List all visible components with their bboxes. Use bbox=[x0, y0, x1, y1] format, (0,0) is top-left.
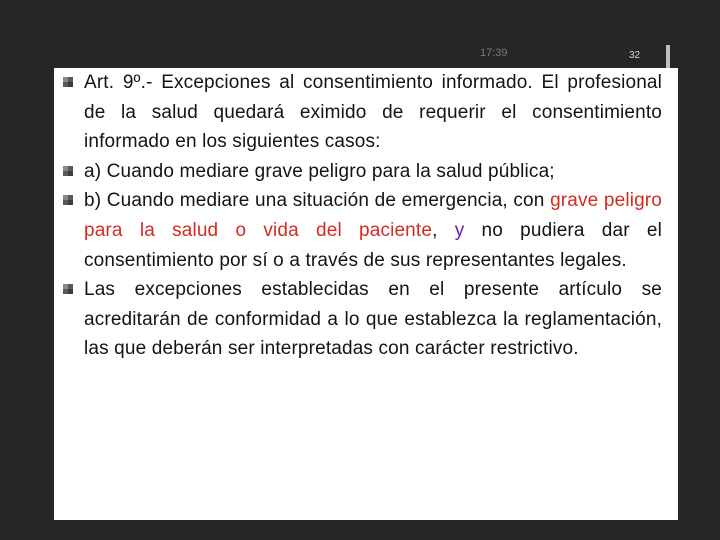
square-bullet-icon bbox=[63, 77, 73, 87]
bullet-item-case-b bbox=[62, 186, 662, 275]
comma-text: , bbox=[432, 219, 438, 241]
bullet-text-end: no pudiera dar el consentimiento por sí o a través de sus representantes legales. bbox=[84, 219, 662, 271]
bullet-list bbox=[62, 68, 662, 364]
bullet-text: a) Cuando mediare grave peligro para la salud pública; bbox=[84, 160, 555, 182]
square-bullet-icon bbox=[63, 195, 73, 205]
bullet-text-start: b) Cuando mediare una situación de emergencia, con bbox=[84, 190, 551, 212]
conjunction-text: y bbox=[454, 219, 465, 241]
square-bullet-icon bbox=[63, 284, 73, 294]
accent-bar bbox=[666, 45, 670, 69]
page-number: 32 bbox=[629, 50, 641, 61]
slide-header bbox=[0, 0, 720, 68]
bullet-text: Las excepciones establecidas en el presente artículo se acreditarán de conformidad a lo que establezca la reglamentación, las que deberán ser interpretadas con carácter restrictivo. bbox=[84, 279, 662, 360]
content-panel bbox=[54, 68, 678, 520]
bullet-item-case-a bbox=[62, 157, 662, 187]
bullet-item-article-9 bbox=[62, 68, 662, 157]
time-label: 17:39 bbox=[480, 47, 508, 59]
bullet-item-exceptions bbox=[62, 275, 662, 364]
square-bullet-icon bbox=[63, 166, 73, 176]
bullet-text: Art. 9º.- Excepciones al consentimiento informado. El profesional de la salud quedará eximido de requerir el consentimiento informado en los siguientes casos: bbox=[84, 72, 662, 153]
highlighted-text: grave peligro para la salud o vida del paciente bbox=[84, 190, 662, 241]
